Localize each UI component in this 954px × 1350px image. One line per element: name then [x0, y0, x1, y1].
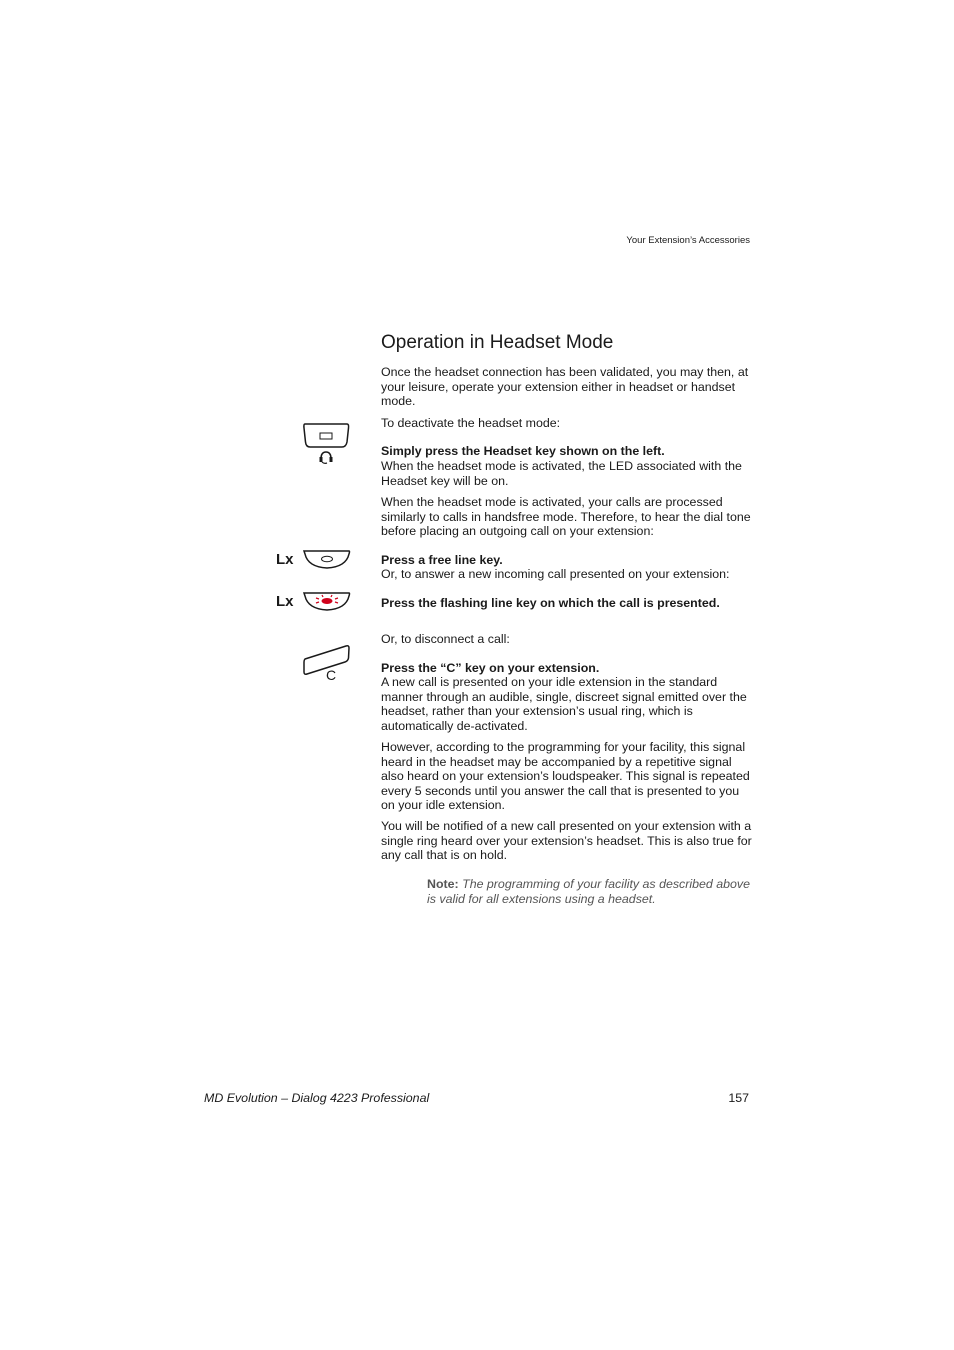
step1-explanation: When the headset mode is activated, the LED associated with the Headset key will be on. [381, 459, 742, 488]
line-key-label: Lx [276, 551, 294, 568]
page-number: 157 [728, 1091, 749, 1105]
programming-paragraph: However, according to the programming for your facility, this signal heard in the headset may be accompanied by a repetitive signal also heard on your extension’s loudspeaker. This signal is repeated every 5 seconds until you answer the call that is presented to you on your idle extension. [381, 740, 750, 813]
step1-instruction: Simply press the Headset key shown on the left. [381, 444, 665, 458]
step2-instruction: Press a free line key. [381, 553, 503, 567]
flashing-line-key-icon [302, 591, 352, 613]
intro-paragraph: Once the headset connection has been validated, you may then, at your leisure, operate your extension either in headset or handset mode. [381, 365, 749, 409]
step3-instruction: Press the flashing line key on which the call is presented. [381, 596, 720, 610]
disconnect-paragraph: Or, to disconnect a call: [381, 632, 510, 646]
note-text: The programming of your facility as described above is valid for all extensions using a headset. [427, 877, 751, 906]
deactivate-paragraph: To deactivate the headset mode: [381, 416, 561, 430]
step4-explanation: A new call is presented on your idle extension in the standard manner through an audible, single, discreet signal emitted over the headset, rather than your extension’s usual ring, which is automatically de-activated. [381, 675, 747, 733]
headset-key-icon [302, 422, 352, 466]
notified-paragraph: You will be notified of a new call presented on your extension with a single ring heard over your extension’s headset. This is also true for any call that is on hold. [381, 819, 752, 863]
step2-explanation: Or, to answer a new incoming call presented on your extension: [381, 567, 730, 581]
handsfree-paragraph: When the headset mode is activated, your calls are processed similarly to calls in handsfree mode. Therefore, to hear the dial tone before placing an outgoing call on your extension: [381, 495, 751, 539]
line-key-icon [302, 549, 352, 571]
headset-icon [320, 452, 333, 463]
flashing-line-key-label: Lx [276, 593, 294, 610]
footer-title: MD Evolution – Dialog 4223 Professional [204, 1091, 430, 1105]
c-key-label: C [326, 667, 337, 683]
note-label: Note: [427, 877, 459, 891]
running-header: Your Extension’s Accessories [626, 235, 750, 246]
note-block [427, 877, 753, 906]
page-title: Operation in Headset Mode [381, 332, 614, 353]
step4-instruction: Press the “C” key on your extension. [381, 661, 600, 675]
